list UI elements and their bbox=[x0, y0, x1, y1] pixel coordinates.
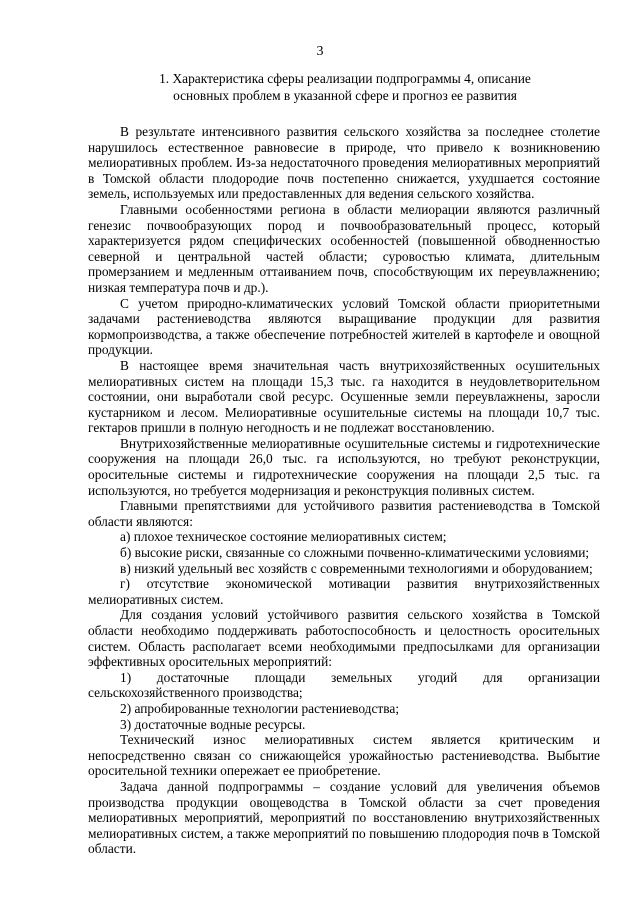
paragraph-current-state: В настоящее время значительная часть внутрихозяйственных осушительных мелиоративных систем на площади 15,3 тыс. га находится в неудовлетворительном состоянии, они выработали свой ресурс. Осушенные земли переувлажнены, заросли кустарником и лесом. Мелиоративные осушительные системы на площади 10,7 тыс. гектаров пришли в полную негодность и не подлежат восстановлению. bbox=[88, 357, 600, 436]
list-item-obstacle-b: б) высокие риски, связанные со сложными почвенно-климатическими условиями; bbox=[120, 545, 590, 561]
list-item-obstacle-a: а) плохое техническое состояние мелиоративных систем; bbox=[120, 529, 447, 545]
section-heading-line-2: основных проблем в указанной сфере и прогноз ее развития bbox=[173, 88, 517, 103]
paragraph-objective: Задача данной подпрограммы – создание условий для увеличения объемов производства продукции овощеводства в Томской области за счет проведения мелиоративных мероприятий, мероприятий по восстановлению внутрихозяйственных мелиоративных систем, а также мероприятий по повышению плодородия почв в Томской области. bbox=[88, 778, 600, 857]
paragraph-obstacles-intro: Главными препятствиями для устойчивого развития растениеводства в Томской области являются: bbox=[88, 498, 600, 529]
paragraph-intro: В результате интенсивного развития сельского хозяйства за последнее столетие нарушилось естественное равновесие в природе, что привело к возникновению мелиоративных проблем. Из-за недостаточного проведения мелиоративных мероприятий в Томской области плодородие почв постепенно снижается, ухудшается состояние земель, используемых или предоставленных для ведения сельского хозяйства. bbox=[88, 124, 600, 202]
paragraph-conditions: Для создания условий устойчивого развития сельского хозяйства в Томской области необходимо поддерживать работоспособность и целостность оросительных систем. Область располагает всеми необходимыми предпосылками для организации эффективных оросительных мероприятий: bbox=[88, 607, 600, 670]
body-text bbox=[88, 124, 600, 857]
list-item-obstacle-d: г) отсутствие экономической мотивации развития внутрихозяйственных мелиоративных систем. bbox=[88, 576, 600, 607]
section-heading-line-1: 1. Характеристика сферы реализации подпрограммы 4, описание bbox=[159, 71, 531, 86]
paragraph-wear: Технический износ мелиоративных систем является критическим и непосредственно связан со снижающейся урожайностью растениеводства. Выбытие оросительной техники опережает ее приобретение. bbox=[88, 732, 600, 779]
page-number: 3 bbox=[316, 44, 324, 59]
list-item-obstacle-c: в) низкий удельный вес хозяйств с современными технологиями и оборудованием; bbox=[120, 560, 593, 576]
section-heading bbox=[70, 70, 620, 104]
paragraph-region-features: Главными особенностями региона в области мелиорации являются различный генезис почвообразующих пород и почвообразовательный процесс, который характеризуется рядом специфических особенностей (повышенной обводненностью северной и центральной частей области; суровостью климата, длительным промерзанием и медленным оттаиванием почв, способствующим их переувлажнению; низкая температура почв и др.). bbox=[88, 201, 600, 295]
paragraph-priorities: С учетом природно-климатических условий Томской области приоритетными задачами растениеводства являются выращивание продукции для развития кормопроизводства, а также обеспечение потребностей жителей в картофеле и овощной продукции. bbox=[88, 295, 600, 358]
list-item-premise-2: 2) апробированные технологии растениеводства; bbox=[120, 700, 400, 716]
list-item-premise-1: 1) достаточные площади земельных угодий для организации сельскохозяйственного производства; bbox=[88, 669, 600, 701]
paragraph-systems-usage: Внутрихозяйственные мелиоративные осушительные системы и гидротехнические сооружения на площади 26,0 тыс. га используются, но требуют реконструкции, оросительные системы и гидротехнические сооружения на площади 2,5 тыс. га используются, но требуется модернизация и реконструкция поливных систем. bbox=[88, 435, 600, 498]
list-item-premise-3: 3) достаточные водные ресурсы. bbox=[120, 716, 306, 732]
